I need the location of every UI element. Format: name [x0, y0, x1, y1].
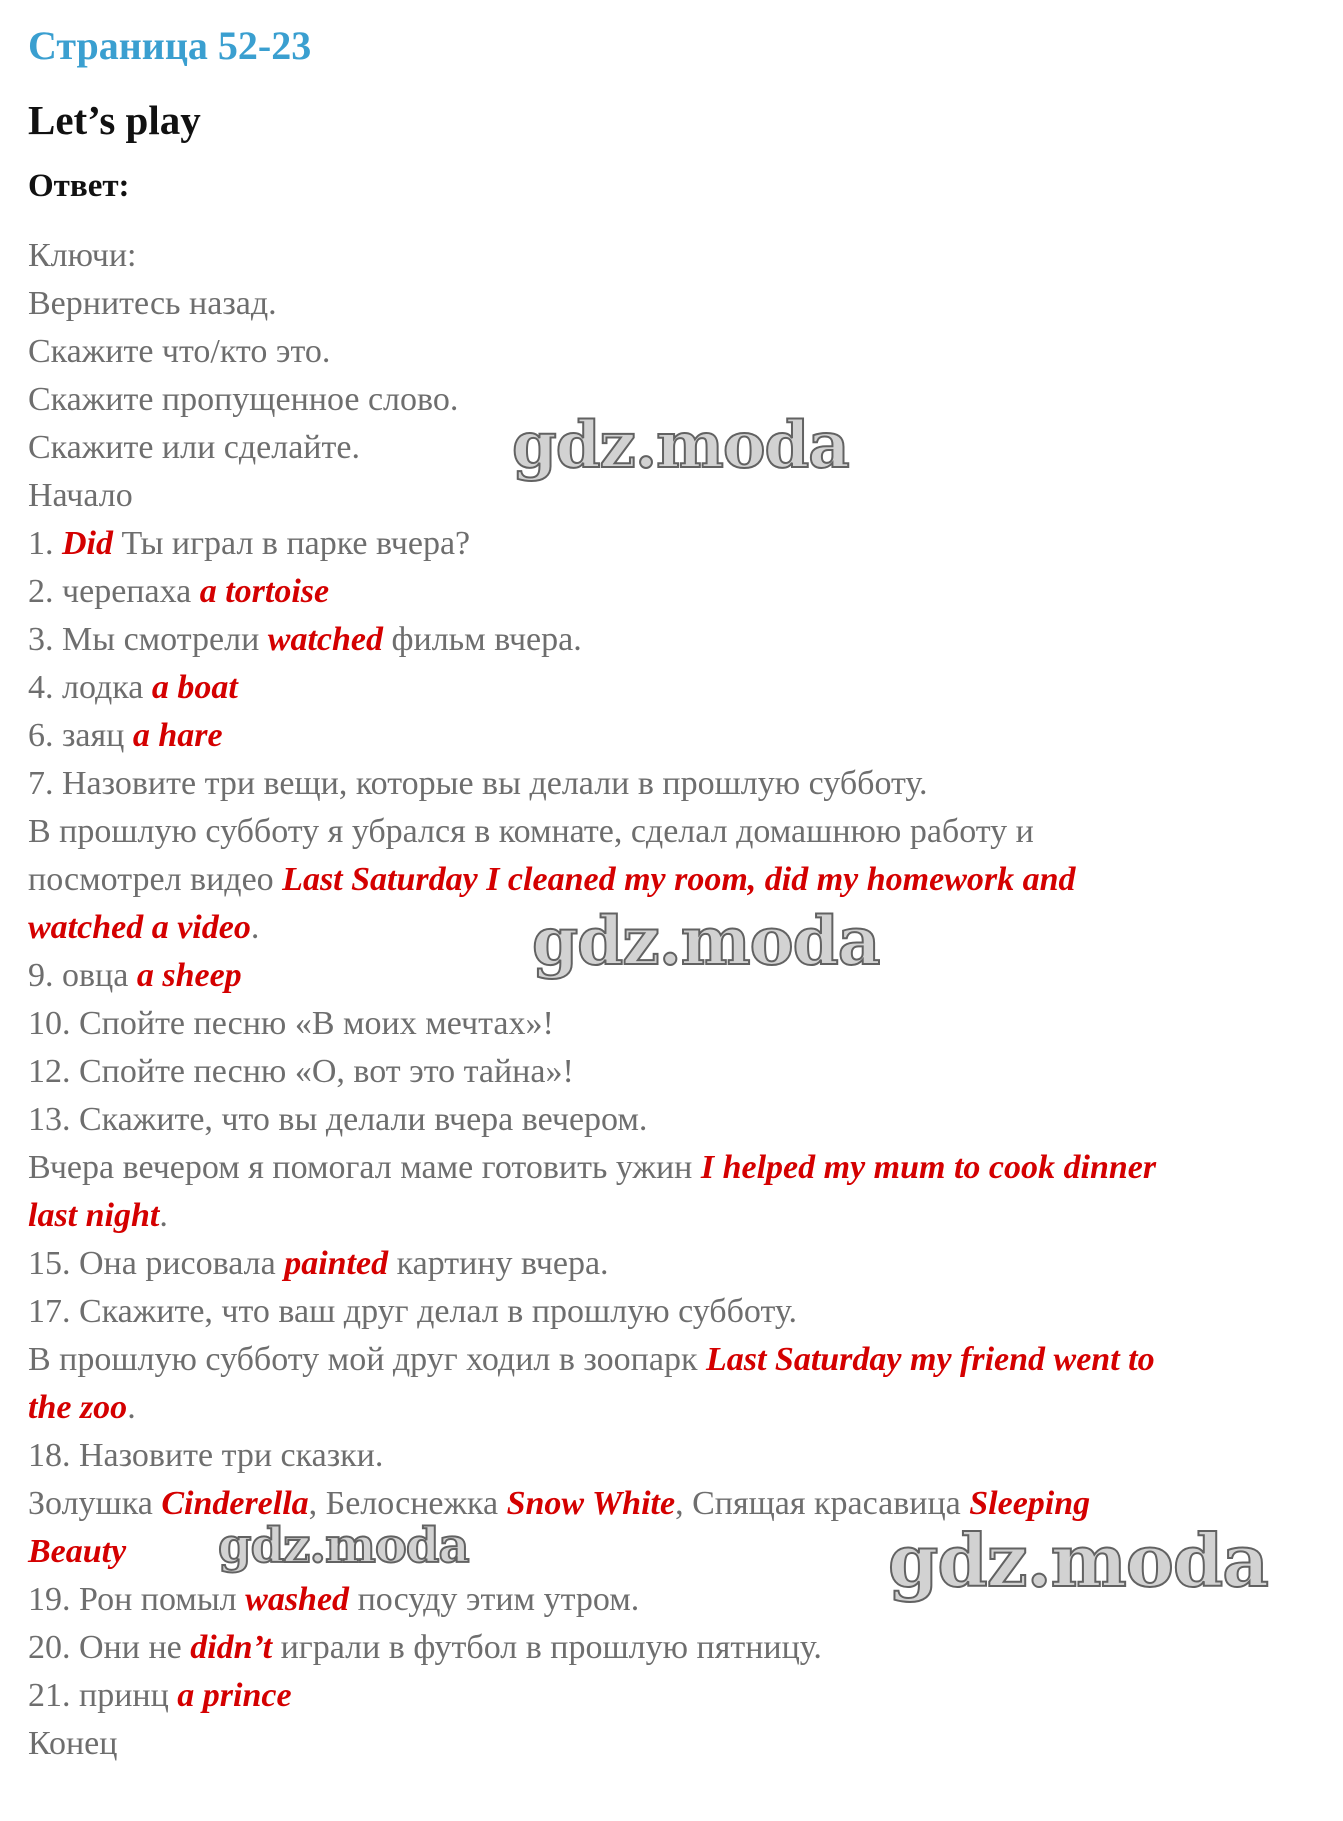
text-segment: 1. — [28, 525, 62, 562]
text-line — [28, 1288, 1328, 1336]
answer-highlight: Sleeping — [969, 1485, 1091, 1522]
text-line — [28, 712, 1328, 760]
answer-highlight: a boat — [151, 669, 238, 706]
text-segment: Ты играл в парке вчера? — [113, 525, 471, 562]
answer-highlight: didn’t — [190, 1629, 273, 1666]
watermark-logo: gdz.moda — [888, 1518, 1268, 1603]
text-segment: . — [127, 1389, 136, 1426]
text-segment: 18. Назовите три сказки. — [28, 1437, 384, 1474]
answer-highlight: painted — [284, 1245, 389, 1282]
text-line — [28, 760, 1328, 808]
answer-highlight: Cinderella — [161, 1485, 309, 1522]
text-line — [28, 664, 1328, 712]
text-line — [28, 1672, 1328, 1720]
text-segment: Конец — [28, 1725, 118, 1762]
answer-highlight: a prince — [177, 1677, 292, 1714]
answer-highlight: I helped my mum to cook dinner — [700, 1149, 1157, 1186]
text-segment: картину вчера. — [388, 1245, 609, 1282]
answer-highlight: the zoo — [28, 1389, 128, 1426]
text-line — [28, 1336, 1328, 1384]
text-segment: посуду этим утром. — [349, 1581, 640, 1618]
text-line — [28, 1624, 1328, 1672]
text-line — [28, 1192, 1328, 1240]
text-segment: . — [159, 1197, 168, 1234]
text-segment: 6. заяц — [28, 717, 133, 754]
watermark-logo: gdz.moda — [532, 902, 880, 980]
text-segment: играли в футбол в прошлую пятницу. — [272, 1629, 822, 1666]
answer-highlight: Snow White — [506, 1485, 676, 1522]
text-segment: Золушка — [28, 1485, 162, 1522]
text-segment: . — [250, 909, 260, 946]
answer-highlight: watched a video — [28, 909, 251, 946]
text-line — [28, 1144, 1328, 1192]
text-segment: 12. Спойте песню «О, вот это тайна»! — [28, 1053, 574, 1090]
answer-highlight: washed — [245, 1581, 350, 1618]
text-line — [28, 232, 1328, 280]
text-segment: посмотрел видео — [28, 861, 283, 898]
text-line — [28, 1384, 1328, 1432]
text-segment: Начало — [28, 477, 133, 514]
text-line — [28, 1000, 1328, 1048]
answer-highlight: Beauty — [28, 1533, 127, 1570]
text-segment: Скажите что/кто это. — [28, 333, 331, 370]
text-segment: 15. Она рисовала — [28, 1245, 285, 1282]
text-segment: Скажите или сделайте. — [28, 429, 360, 466]
text-segment: В прошлую субботу мой друг ходил в зоопарк — [28, 1341, 706, 1378]
text-line — [28, 1096, 1328, 1144]
text-line — [28, 1240, 1328, 1288]
text-segment: фильм вчера. — [382, 621, 582, 658]
text-line — [28, 328, 1328, 376]
text-line — [28, 520, 1328, 568]
text-segment: 17. Скажите, что ваш друг делал в прошлую субботу. — [28, 1293, 797, 1330]
text-line — [28, 1720, 1328, 1768]
text-line — [28, 616, 1328, 664]
text-segment: 2. черепаха — [28, 573, 200, 610]
text-segment: Вернитесь назад. — [28, 285, 277, 322]
watermark-logo: gdz.moda — [512, 408, 849, 483]
page-title: Страница 52-23 — [28, 23, 312, 68]
text-segment: 21. принц — [28, 1677, 178, 1714]
answer-label: Ответ: — [28, 168, 130, 204]
answer-highlight: a hare — [132, 717, 223, 754]
text-segment: , Спящая красавица — [675, 1485, 970, 1522]
text-segment: 4. лодка — [28, 669, 152, 706]
answer-highlight: a tortoise — [199, 573, 330, 610]
text-segment: Вчера вечером я помогал маме готовить ужин — [28, 1149, 701, 1186]
answer-highlight: watched — [267, 621, 383, 658]
text-line — [28, 568, 1328, 616]
text-segment: 9. овца — [28, 957, 137, 994]
text-segment: 19. Рон помыл — [28, 1581, 246, 1618]
text-line — [28, 1048, 1328, 1096]
text-line — [28, 856, 1328, 904]
text-segment: , Белоснежка — [308, 1485, 507, 1522]
answer-highlight: last night — [28, 1197, 160, 1234]
text-segment: 10. Спойте песню «В моих мечтах»! — [28, 1005, 554, 1042]
answer-highlight: Last Saturday I cleaned my room, did my homework and — [282, 861, 1076, 898]
answer-highlight: Did — [62, 525, 113, 562]
text-line — [28, 280, 1328, 328]
text-line — [28, 1432, 1328, 1480]
text-segment: Ключи: — [28, 237, 137, 274]
text-segment: Скажите пропущенное слово. — [28, 381, 459, 418]
answer-highlight: a sheep — [136, 957, 242, 994]
text-segment: 20. Они не — [28, 1629, 191, 1666]
watermark-logo: gdz.moda — [218, 1518, 469, 1574]
text-segment: 7. Назовите три вещи, которые вы делали в прошлую субботу. — [28, 765, 928, 802]
text-line — [28, 808, 1328, 856]
answer-highlight: Last Saturday my friend went to — [705, 1341, 1155, 1378]
section-title: Let’s play — [28, 97, 201, 143]
text-segment: 3. Мы смотрели — [28, 621, 268, 658]
text-segment: В прошлую субботу я убрался в комнате, сделал домашнюю работу и — [28, 813, 1034, 850]
text-segment: 13. Скажите, что вы делали вчера вечером. — [28, 1101, 648, 1138]
